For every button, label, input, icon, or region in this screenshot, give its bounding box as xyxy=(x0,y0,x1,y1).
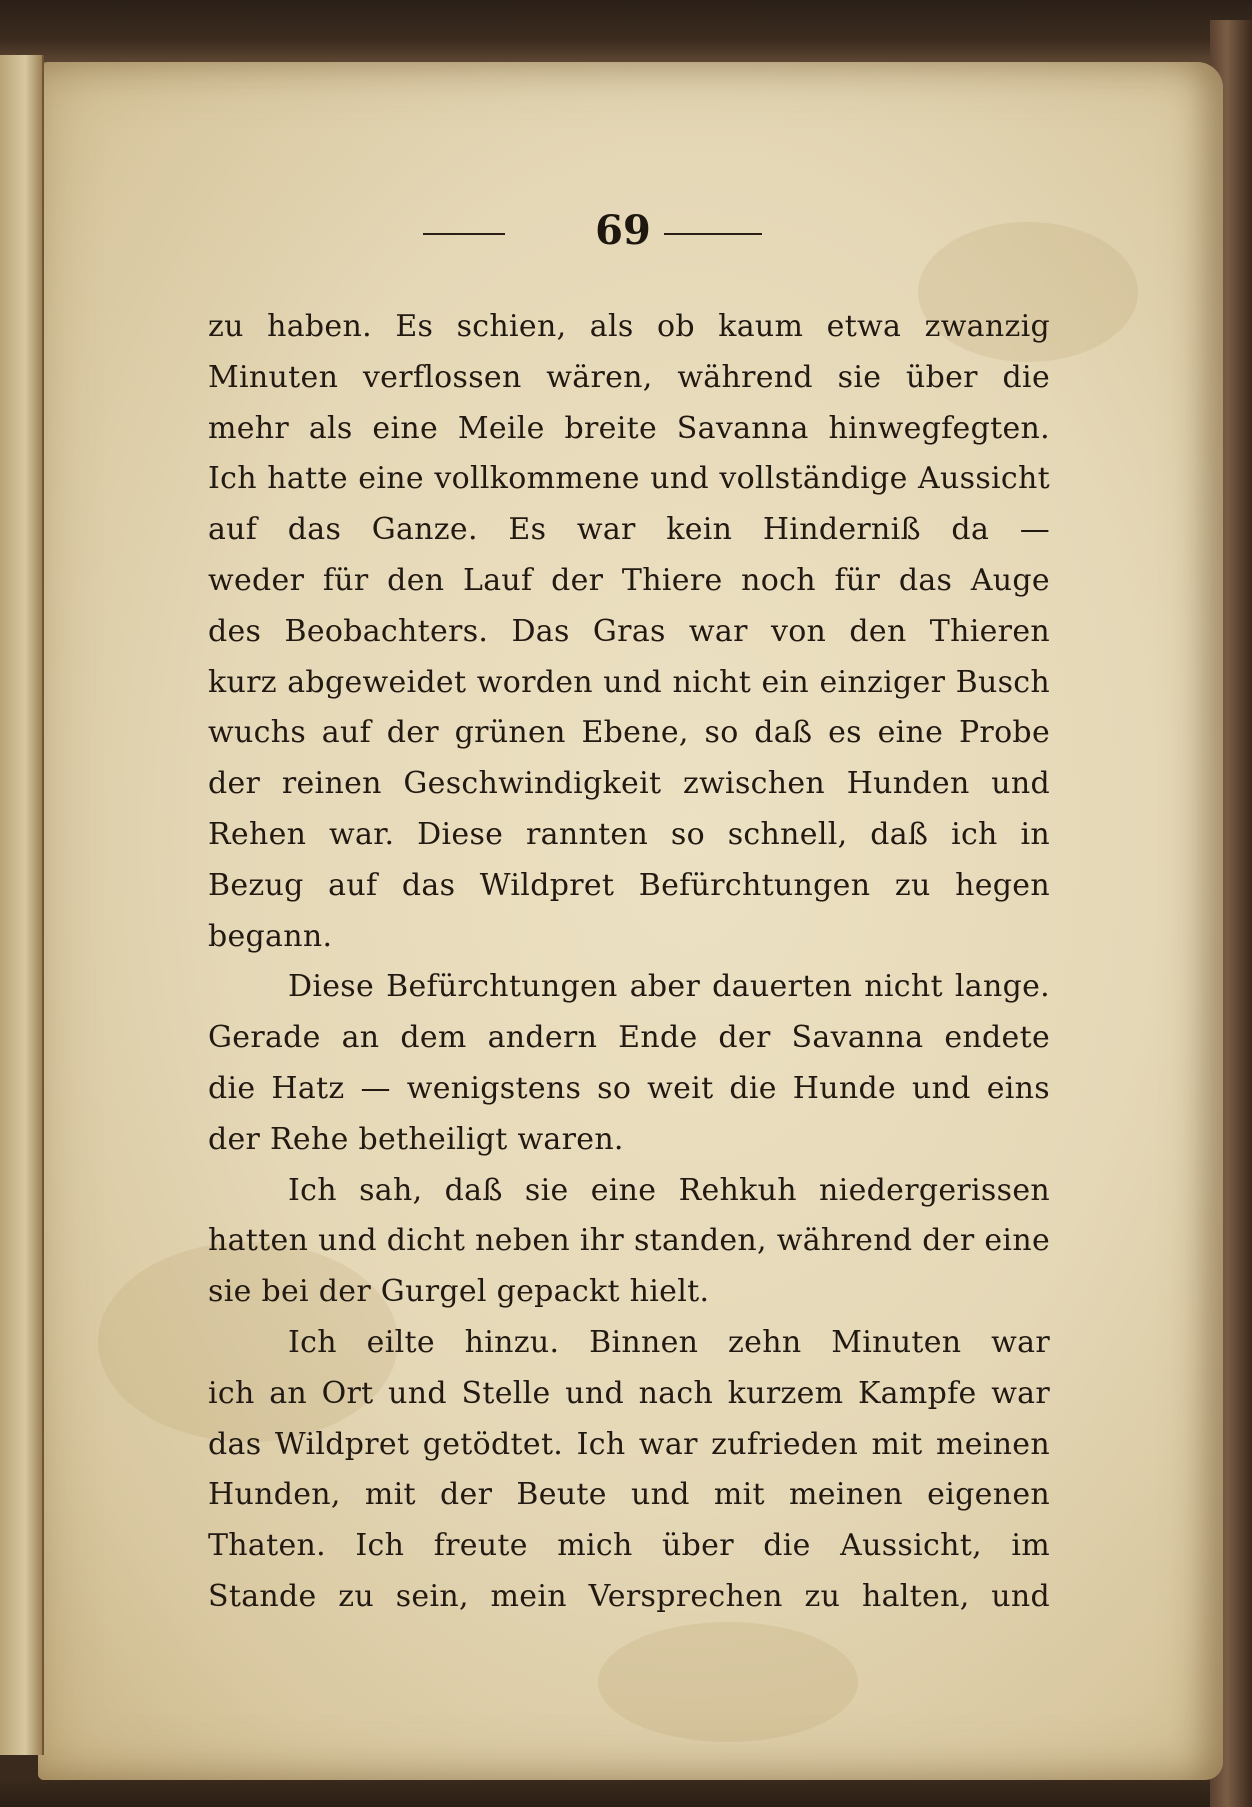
text-line: des Beobachters. Das Gras war von den Thieren xyxy=(208,613,1050,649)
text-line: Ich hatte eine vollkommene und vollständige Aussicht xyxy=(208,461,1050,497)
text-line: der reinen Geschwindigkeit zwischen Hunden und xyxy=(208,766,1050,802)
text-line: wuchs auf der grünen Ebene, so daß es eine Probe xyxy=(208,715,1050,751)
text-line: Ich eilte hinzu. Binnen zehn Minuten war xyxy=(288,1324,1050,1360)
page-header xyxy=(38,207,1223,257)
facing-page-edge xyxy=(0,55,44,1755)
text-line: Rehen war. Diese rannten so schnell, daß ich in xyxy=(208,816,1050,852)
text-line: sie bei der Gurgel gepackt hielt. xyxy=(208,1274,710,1310)
text-line: Gerade an dem andern Ende der Savanna endete xyxy=(208,1020,1050,1056)
text-line: kurz abgeweidet worden und nicht ein einziger Busch xyxy=(208,664,1050,700)
header-rule-left xyxy=(423,233,505,235)
header-rule-right xyxy=(664,233,762,235)
text-line: Stande zu sein, mein Versprechen zu halten, und xyxy=(208,1578,1050,1614)
text-line: Diese Befürchtungen aber dauerten nicht lange. xyxy=(288,969,1050,1005)
page-number: 69 xyxy=(595,207,651,254)
text-line: Hunden, mit der Beute und mit meinen eigenen xyxy=(208,1477,1050,1513)
text-line: begann. xyxy=(208,918,333,954)
text-line: Minuten verflossen wären, während sie über die xyxy=(208,359,1050,395)
text-line: mehr als eine Meile breite Savanna hinwegfegten. xyxy=(208,410,1050,446)
text-line: Thaten. Ich freute mich über die Aussicht, im xyxy=(208,1528,1050,1564)
body-text xyxy=(208,302,1050,1623)
text-line: der Rehe betheiligt waren. xyxy=(208,1121,624,1157)
page-sheet xyxy=(38,62,1223,1780)
text-line: das Wildpret getödtet. Ich war zufrieden mit meinen xyxy=(208,1426,1050,1462)
text-line: Bezug auf das Wildpret Befürchtungen zu hegen xyxy=(208,867,1050,903)
text-line: zu haben. Es schien, als ob kaum etwa zwanzig xyxy=(208,309,1050,344)
text-line: weder für den Lauf der Thiere noch für das Auge xyxy=(208,562,1050,598)
text-line: hatten und dicht neben ihr standen, während der eine xyxy=(208,1223,1050,1259)
text-line: die Hatz — wenigstens so weit die Hunde und eins xyxy=(208,1070,1050,1106)
text-line: Ich sah, daß sie eine Rehkuh niedergerissen xyxy=(288,1172,1050,1208)
text-line: auf das Ganze. Es war kein Hinderniß da — xyxy=(208,512,1050,548)
paper-stain xyxy=(598,1622,858,1742)
text-line: ich an Ort und Stelle und nach kurzem Kampfe war xyxy=(208,1375,1050,1411)
